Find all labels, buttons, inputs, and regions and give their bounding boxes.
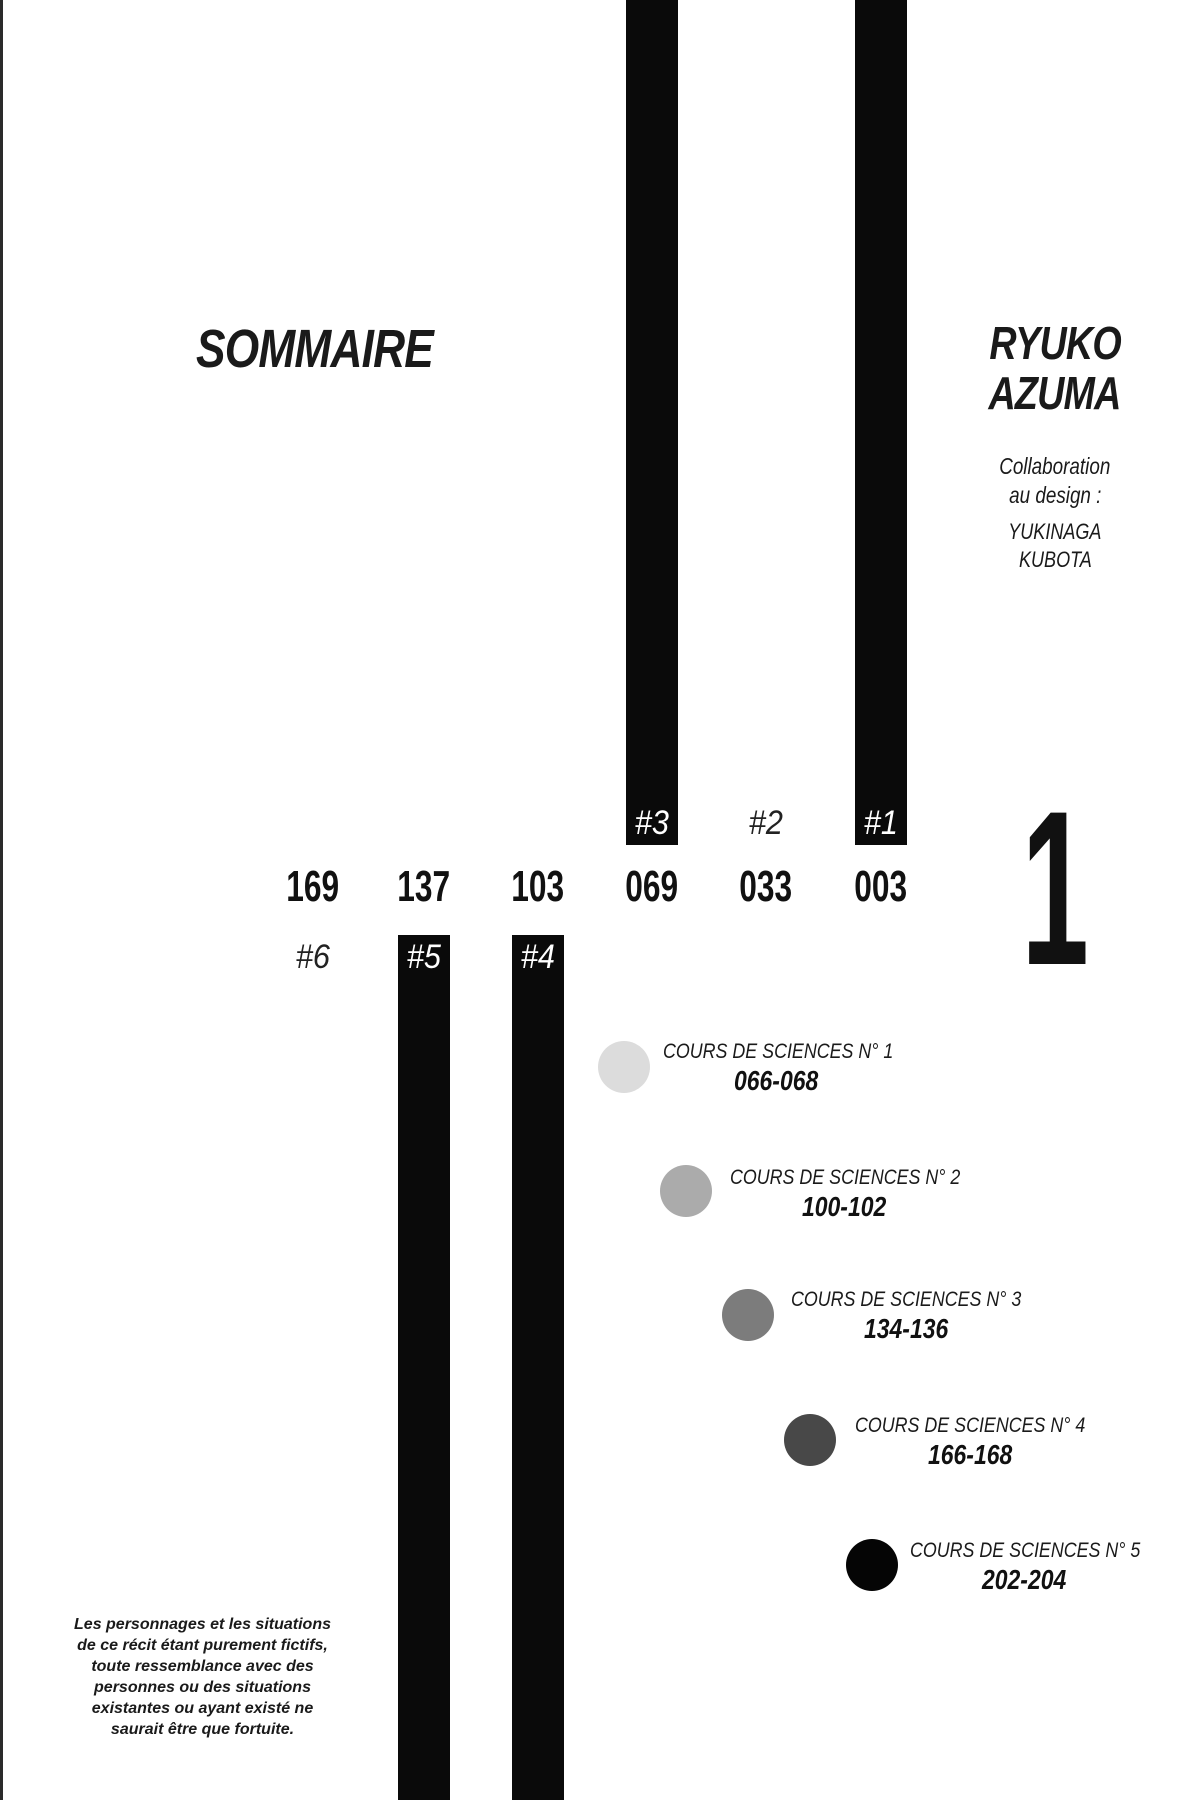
course-title: COURS DE SCIENCES N° 4 — [855, 1414, 1086, 1437]
course-pages: 100-102 — [802, 1191, 887, 1222]
chapter-label: #3 — [634, 804, 670, 842]
volume-number: 1 — [1021, 765, 1089, 1011]
chapter-page-number: 003 — [854, 862, 908, 911]
disclaimer-line: saurait être que fortuite. — [110, 1721, 295, 1738]
page-title: SOMMAIRE — [196, 319, 433, 379]
course-pages: 202-204 — [982, 1564, 1067, 1595]
course-pages: 066-068 — [734, 1065, 819, 1096]
page-edge-line — [0, 0, 3, 1800]
course-pages: 134-136 — [864, 1313, 949, 1344]
course-4-dot — [784, 1414, 836, 1466]
chapter-page-number: 137 — [397, 862, 451, 911]
disclaimer-line: existantes ou ayant existé ne — [91, 1700, 314, 1717]
chapter-4-bar — [512, 935, 564, 1800]
course-title: COURS DE SCIENCES N° 3 — [791, 1288, 1022, 1311]
course-title: COURS DE SCIENCES N° 2 — [730, 1166, 961, 1189]
designer-name: YUKINAGA KUBOTA — [1008, 519, 1102, 572]
course-1-dot — [598, 1041, 650, 1093]
chapter-label: #4 — [520, 938, 556, 976]
chapter-label: #6 — [295, 938, 331, 976]
chapter-label: #2 — [748, 804, 784, 842]
disclaimer-line: toute ressemblance avec des — [91, 1658, 314, 1675]
disclaimer-line: de ce récit étant purement fictifs, — [77, 1637, 328, 1654]
disclaimer-text — [70, 1614, 335, 1740]
chapter-1-bar — [855, 0, 907, 845]
chapter-page-number: 069 — [625, 862, 679, 911]
author-name: RYUKO AZUMA — [988, 317, 1122, 419]
course-title: COURS DE SCIENCES N° 1 — [663, 1040, 894, 1063]
course-5-dot — [846, 1539, 898, 1591]
course-pages: 166-168 — [928, 1439, 1013, 1470]
chapter-5-bar — [398, 935, 450, 1800]
course-3-dot — [722, 1289, 774, 1341]
design-collaboration-label: Collaboration au design : — [999, 453, 1111, 508]
chapter-label: #5 — [406, 938, 442, 976]
chapter-page-number: 103 — [511, 862, 565, 911]
course-2-dot — [660, 1165, 712, 1217]
disclaimer-line: Les personnages et les situations — [74, 1616, 331, 1633]
chapter-3-bar — [626, 0, 678, 845]
chapter-label: #1 — [863, 804, 899, 842]
chapter-page-number: 169 — [286, 862, 340, 911]
chapter-page-number: 033 — [739, 862, 793, 911]
disclaimer-line: personnes ou des situations — [94, 1679, 311, 1696]
course-title: COURS DE SCIENCES N° 5 — [910, 1539, 1141, 1562]
